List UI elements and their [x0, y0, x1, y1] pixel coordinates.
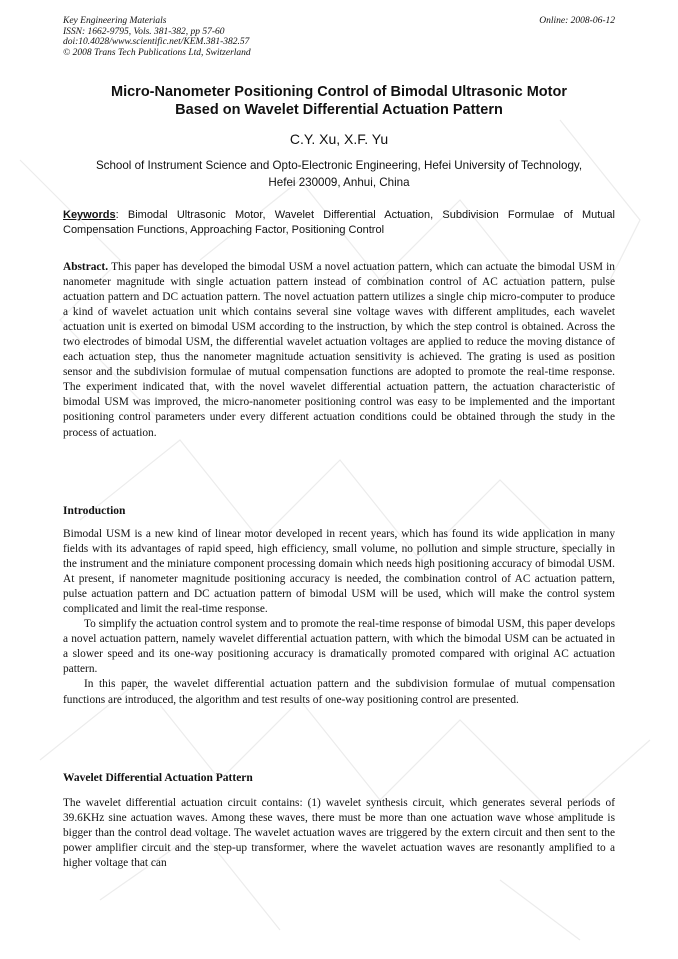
abstract-text: This paper has developed the bimodal USM a novel actuation pattern, which can actuate the bimodal USM in nanometer magnitude with single actuation pattern instead of combination control of AC actuation pattern, pulse actuation pattern and DC actuation pattern. The novel actuation pattern utilizes a single chip micro-computer to produce a kind of wavelet actuation unit which contains several sine voltage waves with different amplitudes, each wavelet actuation unit is exerted on bimodal USM according to the instruction, by which the step control is obtained. Across the two electrodes of bimodal USM, the differential wavelet actuation voltages are applied to reduce the moving distance of each actuation step, thus the nanometer magnitude actuation sensitivity is achieved. The grating is used as position sensor and the subdivision formulae of mutual compensation functions are adopted to promote the real-time response. The experiment indicated that, with the novel wavelet differential actuation pattern, the actuation characteristic of bimodal USM was improved, the micro-nanometer positioning control was easy to be implemented and the important positioning control parameters under every different actuation conditions could be obtained through the study in the process of actuation.: [63, 261, 615, 439]
keywords-label: Keywords: [63, 209, 116, 221]
affiliation-line-2: Hefei 230009, Anhui, China: [268, 175, 410, 189]
affiliation-line-1: School of Instrument Science and Opto-Electronic Engineering, Hefei University of Technology,: [95, 159, 583, 172]
paper-title: [63, 83, 615, 119]
introduction-paragraph-2: To simplify the actuation control system and to promote the real-time response of bimodal USM, this paper develops a novel actuation pattern, namely wavelet differential actuation pattern, with which the bimodal USM can be actuated in a slower speed and its one-way positioning accuracy is dramatically promoted compared with original AC actuation pattern.: [63, 618, 615, 676]
journal-name: Key Engineering Materials: [63, 16, 167, 26]
affiliation: [63, 158, 615, 191]
wavelet-paragraph-1: The wavelet differential actuation circuit contains: (1) wavelet synthesis circuit, which generates several periods of 39.6KHz sine actuation waves. Among these waves, there must be more than one actuation wave whose amplitude is bigger than the control dead voltage. The wavelet actuation waves are triggered by the extern circuit and then sent to the power amplifier circuit and the step-up transformer, where the wavelet actuation waves are resonantly amplified to a higher voltage that can: [63, 797, 615, 870]
doi-line: doi:10.4028/www.scientific.net/KEM.381-382.57: [63, 37, 250, 48]
introduction-paragraph-1: Bimodal USM is a new kind of linear motor developed in recent years, which has found its wide application in many fields with its advantages of rapid speed, high efficiency, small volume, no pollution and simple structure, specially in the instrument and the miniature component processing domain which needs high positioning accuracy of bimodal USM. At present, if nanometer magnitude positioning accuracy is needed, the combination control of AC actuation pattern, pulse actuation pattern and DC actuation pattern of bimodal USM will be used, which will make the control system complicated and limit the real-time response.: [63, 528, 615, 616]
journal-header: [63, 16, 615, 58]
title-line-1: Micro-Nanometer Positioning Control of Bimodal Ultrasonic Motor: [111, 84, 567, 100]
keywords-text: Bimodal Ultrasonic Motor, Wavelet Differential Actuation, Subdivision Formulae of Mutual Compensation Functions, Approaching Factor, Positioning Control: [63, 209, 615, 236]
issn-line: ISSN: 1662-9795, Vols. 381-382, pp 57-60: [63, 26, 225, 37]
wavelet-section-heading: Wavelet Differential Actuation Pattern: [63, 772, 253, 784]
online-date: Online: 2008-06-12: [539, 16, 615, 26]
introduction-paragraph-3: In this paper, the wavelet differential actuation pattern and the subdivision formulae of mutual compensation functions are introduced, the algorithm and test results of one-way positioning control are presented.: [63, 678, 615, 706]
keywords-block: [63, 208, 615, 238]
introduction-body: [63, 527, 615, 708]
wavelet-section-body: [63, 796, 615, 871]
copyright-line: © 2008 Trans Tech Publications Ltd, Switzerland: [63, 47, 251, 58]
authors: C.Y. Xu, X.F. Yu: [289, 131, 389, 147]
keywords-colon: :: [115, 209, 119, 221]
introduction-heading: Introduction: [63, 505, 126, 517]
abstract-block: [63, 260, 615, 441]
title-line-2: Based on Wavelet Differential Actuation Pattern: [175, 102, 503, 118]
abstract-label: Abstract.: [63, 261, 109, 273]
